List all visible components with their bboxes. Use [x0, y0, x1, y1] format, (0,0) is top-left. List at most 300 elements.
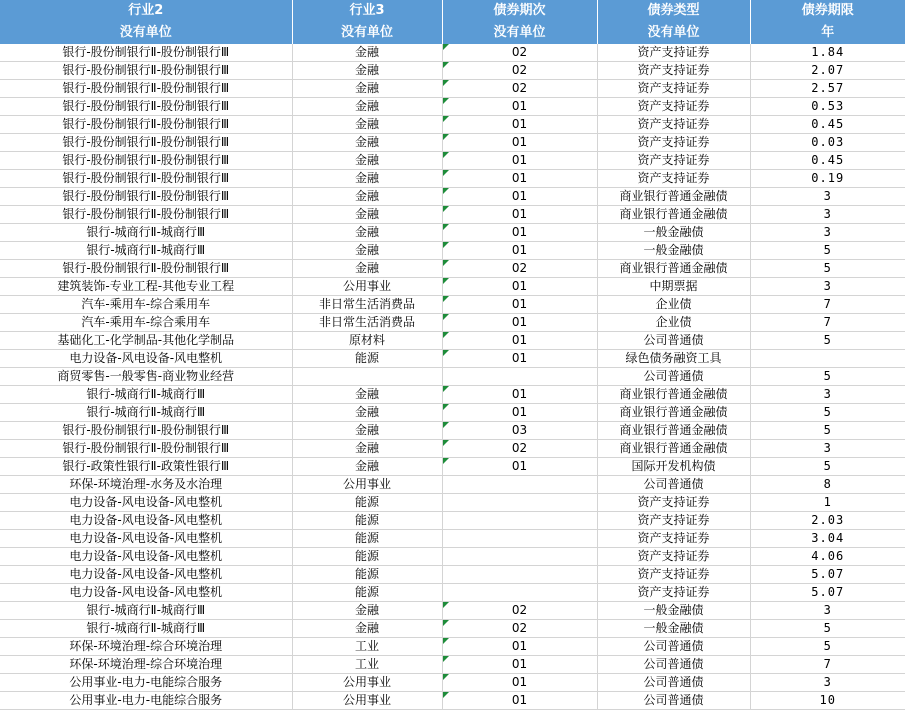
cell-industry2[interactable]: 电力设备-风电设备-风电整机 — [0, 530, 292, 548]
cell-bond-period[interactable]: 01 — [442, 404, 597, 422]
cell-bond-period[interactable]: 01 — [442, 278, 597, 296]
table-body — [0, 44, 905, 710]
table-row — [0, 134, 905, 152]
cell-bond-period[interactable]: 01 — [442, 314, 597, 332]
cell-bond-term[interactable] — [750, 314, 905, 332]
cell-bond-type[interactable]: 资产支持证券 — [597, 512, 750, 530]
cell-industry2[interactable]: 商贸零售-一般零售-商业物业经营 — [0, 368, 292, 386]
text-number-indicator-icon — [443, 440, 449, 446]
cell-industry3[interactable]: 金融 — [292, 80, 442, 98]
cell-industry3[interactable]: 金融 — [292, 260, 442, 278]
cell-bond-term[interactable] — [750, 332, 905, 350]
cell-industry3[interactable]: 金融 — [292, 152, 442, 170]
cell-industry3[interactable]: 金融 — [292, 440, 442, 458]
bond-term-value: 3 — [823, 603, 832, 617]
text-number-indicator-icon — [443, 170, 449, 176]
bond-term-value: 5.07 — [811, 585, 845, 599]
cell-bond-period[interactable]: 01 — [442, 170, 597, 188]
text-number-indicator-icon — [443, 224, 449, 230]
text-number-indicator-icon — [443, 674, 449, 680]
table-row — [0, 638, 905, 656]
table-row — [0, 692, 905, 710]
unit-industry3[interactable]: 没有单位 — [292, 22, 442, 44]
cell-industry2[interactable]: 银行-股份制银行Ⅱ-股份制银行Ⅲ — [0, 206, 292, 224]
bond-term-value: 3 — [823, 207, 832, 221]
table-row — [0, 620, 905, 638]
cell-industry3[interactable]: 金融 — [292, 134, 442, 152]
cell-bond-period[interactable] — [442, 494, 597, 512]
cell-industry2[interactable]: 银行-股份制银行Ⅱ-股份制银行Ⅲ — [0, 422, 292, 440]
cell-bond-type[interactable]: 公司普通债 — [597, 674, 750, 692]
table-row — [0, 206, 905, 224]
table-row — [0, 80, 905, 98]
bond-term-value: 7 — [823, 297, 832, 311]
cell-bond-term[interactable] — [750, 152, 905, 170]
cell-bond-term[interactable] — [750, 206, 905, 224]
cell-industry2[interactable]: 银行-股份制银行Ⅱ-股份制银行Ⅲ — [0, 80, 292, 98]
cell-bond-type[interactable]: 公司普通债 — [597, 368, 750, 386]
cell-industry2[interactable]: 环保-环境治理-综合环境治理 — [0, 656, 292, 674]
cell-industry3[interactable]: 能源 — [292, 566, 442, 584]
cell-bond-type[interactable]: 资产支持证券 — [597, 152, 750, 170]
cell-industry2[interactable]: 基础化工-化学制品-其他化学制品 — [0, 332, 292, 350]
cell-bond-period[interactable]: 02 — [442, 620, 597, 638]
cell-industry2[interactable]: 环保-环境治理-综合环境治理 — [0, 638, 292, 656]
header-bond-period[interactable]: 债券期次 — [442, 0, 597, 22]
cell-industry2[interactable]: 银行-城商行Ⅱ-城商行Ⅲ — [0, 602, 292, 620]
cell-industry3[interactable]: 非日常生活消费品 — [292, 296, 442, 314]
bond-term-value: 5.07 — [811, 567, 845, 581]
text-number-indicator-icon — [443, 620, 449, 626]
cell-bond-period[interactable]: 01 — [442, 458, 597, 476]
cell-industry2[interactable]: 银行-城商行Ⅱ-城商行Ⅲ — [0, 242, 292, 260]
cell-industry2[interactable]: 环保-环境治理-水务及水治理 — [0, 476, 292, 494]
table-row — [0, 548, 905, 566]
cell-bond-type[interactable]: 资产支持证券 — [597, 80, 750, 98]
cell-bond-type[interactable]: 公司普通债 — [597, 476, 750, 494]
table-row — [0, 404, 905, 422]
cell-bond-period[interactable]: 01 — [442, 206, 597, 224]
cell-bond-period[interactable] — [442, 548, 597, 566]
text-number-indicator-icon — [443, 602, 449, 608]
bond-term-value: 8 — [823, 477, 832, 491]
cell-bond-term[interactable] — [750, 242, 905, 260]
cell-bond-type[interactable]: 企业债 — [597, 296, 750, 314]
table-row — [0, 530, 905, 548]
text-number-indicator-icon — [443, 98, 449, 104]
cell-bond-term[interactable] — [750, 620, 905, 638]
table-row — [0, 314, 905, 332]
text-number-indicator-icon — [443, 386, 449, 392]
cell-industry2[interactable]: 电力设备-风电设备-风电整机 — [0, 512, 292, 530]
cell-industry2[interactable]: 电力设备-风电设备-风电整机 — [0, 494, 292, 512]
cell-industry2[interactable]: 汽车-乘用车-综合乘用车 — [0, 314, 292, 332]
cell-bond-term[interactable] — [750, 494, 905, 512]
cell-bond-type[interactable]: 商业银行普通金融债 — [597, 440, 750, 458]
cell-industry3[interactable]: 工业 — [292, 656, 442, 674]
cell-bond-period[interactable] — [442, 566, 597, 584]
bond-term-value: 5 — [823, 243, 832, 257]
cell-bond-type[interactable]: 资产支持证券 — [597, 134, 750, 152]
cell-bond-period[interactable]: 01 — [442, 674, 597, 692]
cell-bond-period[interactable]: 01 — [442, 224, 597, 242]
bond-term-value: 7 — [823, 657, 832, 671]
table-row — [0, 44, 905, 62]
cell-bond-type[interactable]: 资产支持证券 — [597, 62, 750, 80]
bond-term-value: 5 — [823, 639, 832, 653]
text-number-indicator-icon — [443, 44, 449, 50]
table-row — [0, 458, 905, 476]
cell-bond-period[interactable]: 03 — [442, 422, 597, 440]
bond-term-value: 3.04 — [811, 531, 845, 545]
cell-bond-term[interactable] — [750, 278, 905, 296]
cell-bond-period[interactable]: 01 — [442, 638, 597, 656]
text-number-indicator-icon — [443, 116, 449, 122]
bond-term-value: 0.45 — [811, 153, 845, 167]
table-row — [0, 494, 905, 512]
cell-bond-period[interactable]: 01 — [442, 656, 597, 674]
cell-bond-term[interactable] — [750, 674, 905, 692]
cell-bond-period[interactable]: 01 — [442, 242, 597, 260]
cell-bond-type[interactable]: 资产支持证券 — [597, 530, 750, 548]
bond-term-value: 0.53 — [811, 99, 845, 113]
unit-bond-type[interactable]: 没有单位 — [597, 22, 750, 44]
cell-bond-period[interactable] — [442, 368, 597, 386]
cell-bond-term[interactable] — [750, 422, 905, 440]
table-row — [0, 476, 905, 494]
bond-term-value: 5 — [823, 621, 832, 635]
cell-industry3[interactable]: 金融 — [292, 116, 442, 134]
cell-industry2[interactable]: 银行-股份制银行Ⅱ-股份制银行Ⅲ — [0, 44, 292, 62]
cell-industry2[interactable]: 电力设备-风电设备-风电整机 — [0, 566, 292, 584]
text-number-indicator-icon — [443, 260, 449, 266]
cell-industry3[interactable]: 原材料 — [292, 332, 442, 350]
cell-bond-type[interactable]: 资产支持证券 — [597, 44, 750, 62]
bond-term-value: 0.45 — [811, 117, 845, 131]
cell-industry3[interactable]: 工业 — [292, 638, 442, 656]
cell-bond-period[interactable] — [442, 584, 597, 602]
table-row — [0, 62, 905, 80]
table-row — [0, 368, 905, 386]
text-number-indicator-icon — [443, 206, 449, 212]
cell-industry3[interactable]: 金融 — [292, 98, 442, 116]
cell-bond-term[interactable] — [750, 134, 905, 152]
cell-bond-type[interactable]: 资产支持证券 — [597, 98, 750, 116]
table-row — [0, 260, 905, 278]
cell-bond-type[interactable]: 资产支持证券 — [597, 584, 750, 602]
cell-industry2[interactable]: 公用事业-电力-电能综合服务 — [0, 692, 292, 710]
table-row — [0, 440, 905, 458]
cell-industry2[interactable]: 电力设备-风电设备-风电整机 — [0, 548, 292, 566]
cell-bond-term[interactable] — [750, 638, 905, 656]
header-row-units — [0, 22, 905, 44]
text-number-indicator-icon — [443, 188, 449, 194]
cell-bond-type[interactable]: 资产支持证券 — [597, 566, 750, 584]
cell-bond-period[interactable]: 02 — [442, 44, 597, 62]
cell-industry2[interactable]: 银行-股份制银行Ⅱ-股份制银行Ⅲ — [0, 188, 292, 206]
unit-bond-term[interactable]: 年 — [750, 22, 905, 44]
text-number-indicator-icon — [443, 458, 449, 464]
cell-industry3[interactable]: 金融 — [292, 242, 442, 260]
bond-term-value: 5 — [823, 405, 832, 419]
bond-term-value: 1 — [823, 495, 832, 509]
cell-bond-type[interactable]: 商业银行普通金融债 — [597, 386, 750, 404]
cell-industry2[interactable]: 银行-股份制银行Ⅱ-股份制银行Ⅲ — [0, 152, 292, 170]
cell-bond-term[interactable] — [750, 260, 905, 278]
cell-bond-type[interactable]: 一般金融债 — [597, 602, 750, 620]
cell-industry2[interactable]: 电力设备-风电设备-风电整机 — [0, 350, 292, 368]
cell-bond-period[interactable]: 02 — [442, 440, 597, 458]
table-row — [0, 98, 905, 116]
cell-industry3[interactable]: 金融 — [292, 602, 442, 620]
text-number-indicator-icon — [443, 278, 449, 284]
table-row — [0, 386, 905, 404]
cell-industry2[interactable]: 银行-股份制银行Ⅱ-股份制银行Ⅲ — [0, 170, 292, 188]
cell-industry3[interactable]: 金融 — [292, 170, 442, 188]
cell-bond-type[interactable]: 公司普通债 — [597, 692, 750, 710]
cell-industry2[interactable]: 银行-城商行Ⅱ-城商行Ⅲ — [0, 620, 292, 638]
bond-term-value: 1.84 — [811, 45, 845, 59]
bond-term-value: 5 — [823, 333, 832, 347]
cell-bond-term[interactable] — [750, 584, 905, 602]
cell-industry2[interactable]: 建筑装饰-专业工程-其他专业工程 — [0, 278, 292, 296]
cell-bond-period[interactable] — [442, 512, 597, 530]
cell-bond-term[interactable] — [750, 692, 905, 710]
cell-bond-term[interactable] — [750, 296, 905, 314]
cell-bond-type[interactable]: 商业银行普通金融债 — [597, 422, 750, 440]
cell-bond-term[interactable] — [750, 62, 905, 80]
cell-bond-type[interactable]: 商业银行普通金融债 — [597, 206, 750, 224]
table-row — [0, 152, 905, 170]
unit-industry2[interactable]: 没有单位 — [0, 22, 292, 44]
cell-bond-period[interactable]: 01 — [442, 296, 597, 314]
cell-industry2[interactable]: 银行-股份制银行Ⅱ-股份制银行Ⅲ — [0, 134, 292, 152]
cell-bond-period[interactable]: 02 — [442, 260, 597, 278]
text-number-indicator-icon — [443, 692, 449, 698]
bond-term-value: 3 — [823, 441, 832, 455]
cell-industry3[interactable]: 公用事业 — [292, 692, 442, 710]
cell-bond-type[interactable]: 企业债 — [597, 314, 750, 332]
cell-bond-term[interactable] — [750, 404, 905, 422]
cell-industry3[interactable]: 能源 — [292, 548, 442, 566]
bond-term-value: 2.07 — [811, 63, 845, 77]
cell-industry3[interactable]: 能源 — [292, 494, 442, 512]
cell-bond-term[interactable] — [750, 170, 905, 188]
cell-bond-term[interactable] — [750, 656, 905, 674]
cell-industry3[interactable]: 金融 — [292, 422, 442, 440]
cell-industry3[interactable]: 金融 — [292, 386, 442, 404]
cell-industry3[interactable]: 金融 — [292, 224, 442, 242]
cell-bond-period[interactable]: 01 — [442, 332, 597, 350]
cell-industry2[interactable]: 银行-城商行Ⅱ-城商行Ⅲ — [0, 404, 292, 422]
cell-industry2[interactable]: 银行-股份制银行Ⅱ-股份制银行Ⅲ — [0, 98, 292, 116]
text-number-indicator-icon — [443, 296, 449, 302]
cell-industry2[interactable]: 银行-股份制银行Ⅱ-股份制银行Ⅲ — [0, 116, 292, 134]
cell-bond-type[interactable]: 商业银行普通金融债 — [597, 188, 750, 206]
cell-industry3[interactable]: 金融 — [292, 458, 442, 476]
cell-industry2[interactable]: 公用事业-电力-电能综合服务 — [0, 674, 292, 692]
cell-industry3[interactable]: 金融 — [292, 620, 442, 638]
cell-bond-type[interactable]: 资产支持证券 — [597, 170, 750, 188]
cell-bond-term[interactable] — [750, 224, 905, 242]
table-row — [0, 224, 905, 242]
cell-industry3[interactable]: 金融 — [292, 62, 442, 80]
text-number-indicator-icon — [443, 80, 449, 86]
cell-bond-period[interactable]: 01 — [442, 98, 597, 116]
cell-industry3[interactable]: 公用事业 — [292, 278, 442, 296]
text-number-indicator-icon — [443, 242, 449, 248]
table-row — [0, 188, 905, 206]
text-number-indicator-icon — [443, 422, 449, 428]
cell-bond-type[interactable]: 商业银行普通金融债 — [597, 404, 750, 422]
unit-bond-period[interactable]: 没有单位 — [442, 22, 597, 44]
cell-industry2[interactable]: 银行-政策性银行Ⅱ-政策性银行Ⅲ — [0, 458, 292, 476]
cell-bond-period[interactable]: 01 — [442, 188, 597, 206]
cell-bond-term[interactable] — [750, 116, 905, 134]
table-row — [0, 296, 905, 314]
cell-bond-term[interactable] — [750, 350, 905, 368]
header-bond-type[interactable]: 债券类型 — [597, 0, 750, 22]
text-number-indicator-icon — [443, 332, 449, 338]
bond-term-value: 2.57 — [811, 81, 845, 95]
text-number-indicator-icon — [443, 656, 449, 662]
cell-bond-term[interactable] — [750, 530, 905, 548]
header-bond-term[interactable]: 债券期限 — [750, 0, 905, 22]
cell-bond-term[interactable] — [750, 566, 905, 584]
cell-bond-term[interactable] — [750, 98, 905, 116]
cell-industry3[interactable]: 公用事业 — [292, 674, 442, 692]
bond-term-value: 3 — [823, 387, 832, 401]
cell-bond-term[interactable] — [750, 80, 905, 98]
cell-industry2[interactable]: 银行-股份制银行Ⅱ-股份制银行Ⅲ — [0, 440, 292, 458]
cell-bond-period[interactable]: 02 — [442, 602, 597, 620]
cell-industry3[interactable]: 金融 — [292, 188, 442, 206]
cell-bond-type[interactable]: 国际开发机构债 — [597, 458, 750, 476]
cell-bond-term[interactable] — [750, 368, 905, 386]
header-industry2[interactable]: 行业2 — [0, 0, 292, 22]
bond-term-value: 3 — [823, 189, 832, 203]
cell-bond-period[interactable]: 01 — [442, 152, 597, 170]
header-industry3[interactable]: 行业3 — [292, 0, 442, 22]
text-number-indicator-icon — [443, 638, 449, 644]
cell-bond-term[interactable] — [750, 188, 905, 206]
bond-term-value: 5 — [823, 459, 832, 473]
cell-industry3[interactable]: 金融 — [292, 206, 442, 224]
table-header — [0, 0, 905, 44]
cell-bond-period[interactable]: 01 — [442, 116, 597, 134]
text-number-indicator-icon — [443, 134, 449, 140]
cell-bond-period[interactable]: 01 — [442, 134, 597, 152]
cell-bond-term[interactable] — [750, 386, 905, 404]
table-row — [0, 656, 905, 674]
cell-bond-type[interactable]: 中期票据 — [597, 278, 750, 296]
cell-bond-type[interactable]: 一般金融债 — [597, 620, 750, 638]
cell-bond-term[interactable] — [750, 440, 905, 458]
cell-industry3[interactable]: 能源 — [292, 530, 442, 548]
cell-bond-period[interactable]: 02 — [442, 62, 597, 80]
table-row — [0, 350, 905, 368]
cell-industry3[interactable]: 非日常生活消费品 — [292, 314, 442, 332]
cell-bond-term[interactable] — [750, 548, 905, 566]
bond-term-value: 0.19 — [811, 171, 845, 185]
cell-bond-period[interactable] — [442, 530, 597, 548]
cell-industry2[interactable]: 银行-股份制银行Ⅱ-股份制银行Ⅲ — [0, 260, 292, 278]
cell-bond-type[interactable]: 资产支持证券 — [597, 116, 750, 134]
table-row — [0, 170, 905, 188]
cell-bond-term[interactable] — [750, 458, 905, 476]
cell-industry3[interactable]: 能源 — [292, 350, 442, 368]
cell-industry3[interactable]: 能源 — [292, 584, 442, 602]
text-number-indicator-icon — [443, 314, 449, 320]
table-row — [0, 332, 905, 350]
cell-bond-type[interactable]: 公司普通债 — [597, 332, 750, 350]
header-row-titles — [0, 0, 905, 22]
cell-industry2[interactable]: 银行-城商行Ⅱ-城商行Ⅲ — [0, 386, 292, 404]
cell-industry2[interactable]: 银行-股份制银行Ⅱ-股份制银行Ⅲ — [0, 62, 292, 80]
cell-bond-type[interactable]: 资产支持证券 — [597, 494, 750, 512]
cell-industry3[interactable] — [292, 368, 442, 386]
cell-bond-term[interactable] — [750, 602, 905, 620]
cell-bond-period[interactable]: 01 — [442, 692, 597, 710]
cell-bond-type[interactable]: 公司普通债 — [597, 656, 750, 674]
table-row — [0, 242, 905, 260]
cell-bond-type[interactable]: 商业银行普通金融债 — [597, 260, 750, 278]
bond-term-value: 4.06 — [811, 549, 845, 563]
bond-term-value: 5 — [823, 261, 832, 275]
cell-industry3[interactable]: 金融 — [292, 404, 442, 422]
table-row — [0, 512, 905, 530]
cell-bond-period[interactable]: 01 — [442, 386, 597, 404]
text-number-indicator-icon — [443, 350, 449, 356]
cell-bond-type[interactable]: 一般金融债 — [597, 242, 750, 260]
table-row — [0, 116, 905, 134]
table-row — [0, 422, 905, 440]
cell-industry2[interactable]: 银行-城商行Ⅱ-城商行Ⅲ — [0, 224, 292, 242]
text-number-indicator-icon — [443, 152, 449, 158]
cell-industry3[interactable]: 金融 — [292, 44, 442, 62]
cell-bond-term[interactable] — [750, 512, 905, 530]
cell-industry2[interactable]: 汽车-乘用车-综合乘用车 — [0, 296, 292, 314]
text-number-indicator-icon — [443, 404, 449, 410]
table-row — [0, 566, 905, 584]
bond-term-value: 3 — [823, 675, 832, 689]
cell-bond-period[interactable]: 02 — [442, 80, 597, 98]
cell-bond-type[interactable]: 绿色债务融资工具 — [597, 350, 750, 368]
cell-bond-term[interactable] — [750, 44, 905, 62]
cell-bond-type[interactable]: 公司普通债 — [597, 638, 750, 656]
bond-term-value: 0.03 — [811, 135, 845, 149]
cell-bond-period[interactable]: 01 — [442, 350, 597, 368]
table-row — [0, 278, 905, 296]
cell-bond-type[interactable]: 一般金融债 — [597, 224, 750, 242]
bond-term-value: 7 — [823, 315, 832, 329]
bond-term-value: 5 — [823, 423, 832, 437]
cell-industry3[interactable]: 公用事业 — [292, 476, 442, 494]
bond-term-value: 10 — [819, 693, 836, 707]
cell-bond-period[interactable] — [442, 476, 597, 494]
table-row — [0, 602, 905, 620]
bond-term-value: 5 — [823, 369, 832, 383]
bond-term-value: 3 — [823, 225, 832, 239]
cell-bond-term[interactable] — [750, 476, 905, 494]
bond-term-value: 2.03 — [811, 513, 845, 527]
table-row — [0, 584, 905, 602]
text-number-indicator-icon — [443, 62, 449, 68]
bond-term-value: 3 — [823, 279, 832, 293]
cell-industry2[interactable]: 电力设备-风电设备-风电整机 — [0, 584, 292, 602]
cell-industry3[interactable]: 能源 — [292, 512, 442, 530]
cell-bond-type[interactable]: 资产支持证券 — [597, 548, 750, 566]
